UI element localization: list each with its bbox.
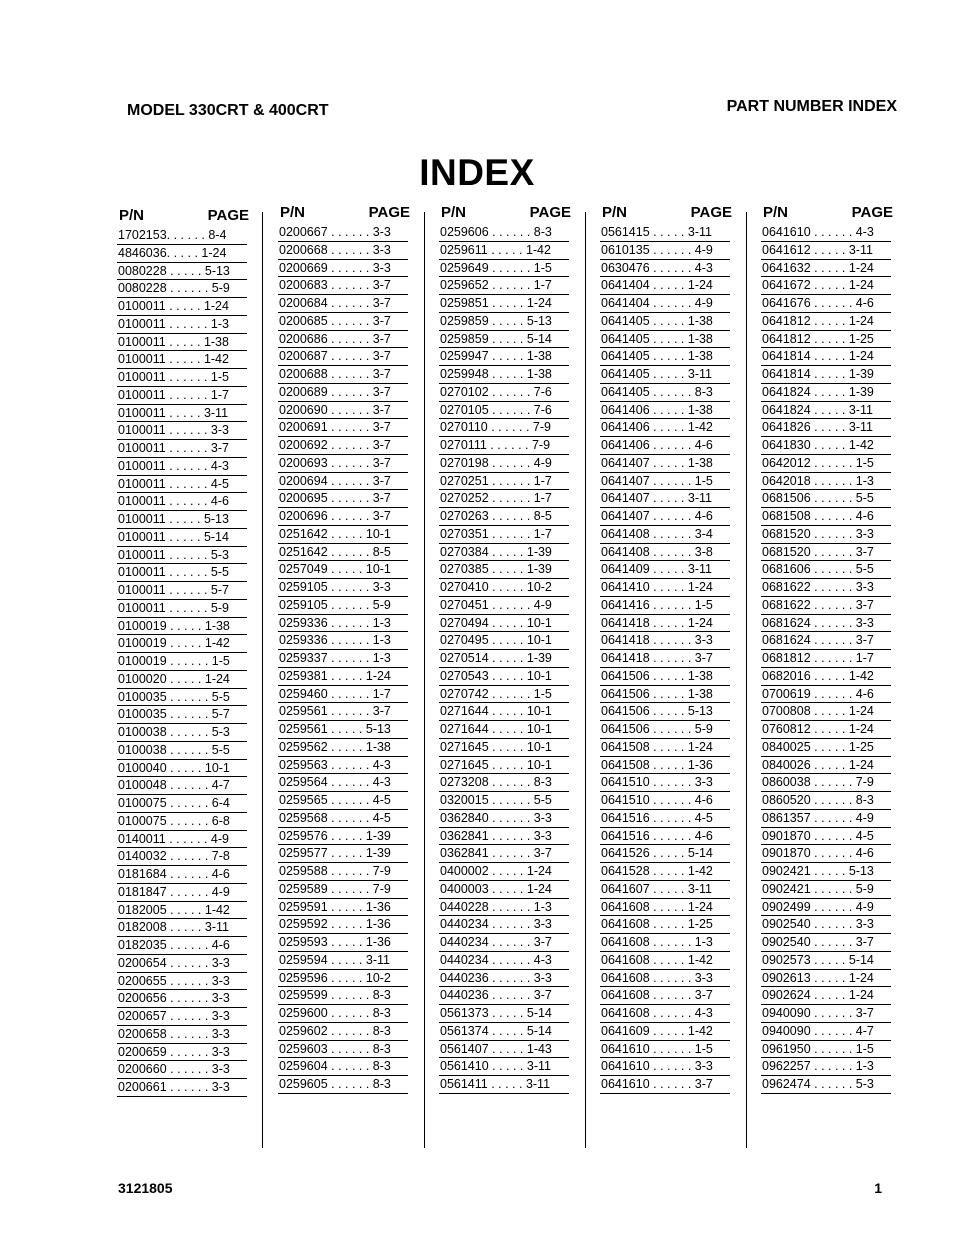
index-entry: 0641528 . . . . . 1-42 [600,863,730,881]
index-entry: 0641610 . . . . . . 3-3 [600,1058,730,1076]
index-entry: 0259337 . . . . . . 1-3 [278,650,408,668]
index-entry: 0080228 . . . . . 5-13 [117,263,247,281]
index-entry: 0641607 . . . . . 3-11 [600,881,730,899]
index-entry: 0902573 . . . . . 5-14 [761,952,891,970]
index-entry: 0270385 . . . . . 1-39 [439,561,569,579]
index-entry: 0681622 . . . . . . 3-7 [761,597,891,615]
index-entry: 0641608 . . . . . . 3-3 [600,970,730,988]
index-entry: 0641508 . . . . . 1-24 [600,739,730,757]
index-entry: 0641812 . . . . . 1-25 [761,331,891,349]
page-heading: PAGE [368,204,410,221]
index-entry: 0259603 . . . . . . 8-3 [278,1041,408,1059]
index-entry: 0641406 . . . . . 1-38 [600,402,730,420]
index-column-5 [761,204,891,1094]
index-entry: 0641405 . . . . . 1-38 [600,331,730,349]
index-entry: 0641676 . . . . . . 4-6 [761,295,891,313]
index-entry: 0641416 . . . . . . 1-5 [600,597,730,615]
pn-heading: P/N [441,204,467,221]
index-entry: 0259561 . . . . . 5-13 [278,721,408,739]
column-header [761,204,891,224]
column-header [600,204,730,224]
index-entry: 0641506 . . . . . . 5-9 [600,721,730,739]
index-entry: 0200695 . . . . . . 3-7 [278,490,408,508]
index-entry: 0641830 . . . . . 1-42 [761,437,891,455]
index-entry: 0259588 . . . . . . 7-9 [278,863,408,881]
index-entry: 0561407 . . . . . 1-43 [439,1041,569,1059]
index-entry: 0641418 . . . . . . 3-3 [600,632,730,650]
index-entry: 0641608 . . . . . . 3-7 [600,987,730,1005]
index-entry: 0200689 . . . . . . 3-7 [278,384,408,402]
index-entry: 0259602 . . . . . . 8-3 [278,1023,408,1041]
index-entry: 0140011 . . . . . . 4-9 [117,831,247,849]
index-entry: 0270351 . . . . . . 1-7 [439,526,569,544]
index-entry: 0700808 . . . . . 1-24 [761,703,891,721]
index-entry: 0641506 . . . . . 1-38 [600,686,730,704]
index-entry: 0641812 . . . . . 1-24 [761,313,891,331]
index-entry: 0271645 . . . . . 10-1 [439,739,569,757]
index-entry: 0100011 . . . . . . 5-3 [117,547,247,565]
index-entry: 0200667 . . . . . . 3-3 [278,224,408,242]
index-entry: 0270111 . . . . . . 7-9 [439,437,569,455]
index-entry: 0641407 . . . . . . 4-6 [600,508,730,526]
index-entry: 0641508 . . . . . 1-36 [600,757,730,775]
index-entry: 0100011 . . . . . 3-11 [117,405,247,423]
index-entry: 0861357 . . . . . . 4-9 [761,810,891,828]
index-entry: 0902540 . . . . . . 3-7 [761,934,891,952]
index-entry: 0320015 . . . . . . 5-5 [439,792,569,810]
index-entry: 0257049 . . . . . 10-1 [278,561,408,579]
index-entry: 0100038 . . . . . . 5-3 [117,724,247,742]
index-entry: 0259381 . . . . . 1-24 [278,668,408,686]
index-entry: 0200658 . . . . . . 3-3 [117,1026,247,1044]
index-entry: 0259591 . . . . . 1-36 [278,899,408,917]
index-entry: 0200696 . . . . . . 3-7 [278,508,408,526]
index-entry: 0200657 . . . . . . 3-3 [117,1008,247,1026]
index-entry: 0561411 . . . . . 3-11 [439,1076,569,1094]
index-entry: 0181847 . . . . . . 4-9 [117,884,247,902]
index-entry: 0100019 . . . . . . 1-5 [117,653,247,671]
index-entry: 0642012 . . . . . . 1-5 [761,455,891,473]
index-entry: 0641408 . . . . . . 3-4 [600,526,730,544]
index-entry: 0270110 . . . . . . 7-9 [439,419,569,437]
index-entry: 0561373 . . . . . 5-14 [439,1005,569,1023]
index-entry: 0440236 . . . . . . 3-7 [439,987,569,1005]
index-entry: 0259565 . . . . . . 4-5 [278,792,408,810]
index-entry: 0902421 . . . . . 5-13 [761,863,891,881]
column-header [117,207,247,227]
index-entry: 0641824 . . . . . 3-11 [761,402,891,420]
index-entry: 0100075 . . . . . . 6-8 [117,813,247,831]
index-entry: 0440234 . . . . . . 4-3 [439,952,569,970]
index-entry: 0641826 . . . . . 3-11 [761,419,891,437]
index-entry: 0259611 . . . . . 1-42 [439,242,569,260]
index-entry: 0200654 . . . . . . 3-3 [117,955,247,973]
index-entry: 0200690 . . . . . . 3-7 [278,402,408,420]
section-header: PART NUMBER INDEX [726,98,897,115]
index-entry: 0641404 . . . . . 1-24 [600,277,730,295]
index-entry: 0100011 . . . . . 1-42 [117,351,247,369]
pn-heading: P/N [602,204,628,221]
index-entry: 0362840 . . . . . . 3-3 [439,810,569,828]
index-entry: 0641814 . . . . . 1-24 [761,348,891,366]
index-entry: 0270263 . . . . . . 8-5 [439,508,569,526]
index-entry: 0610135 . . . . . . 4-9 [600,242,730,260]
index-entry: 0100011 . . . . . 1-24 [117,298,247,316]
pn-heading: P/N [119,207,145,224]
index-entry: 0641410 . . . . . 1-24 [600,579,730,597]
document-number: 3121805 [118,1180,173,1196]
index-entry: 0682016 . . . . . 1-42 [761,668,891,686]
index-entry: 0259859 . . . . . 5-13 [439,313,569,331]
index-entry: 0100011 . . . . . . 5-5 [117,564,247,582]
index-entry: 0681508 . . . . . . 4-6 [761,508,891,526]
index-entry: 0259594 . . . . . 3-11 [278,952,408,970]
index-entry: 0270105 . . . . . . 7-6 [439,402,569,420]
column-header [278,204,408,224]
index-entry: 0259562 . . . . . 1-38 [278,739,408,757]
index-entry: 0200656 . . . . . . 3-3 [117,990,247,1008]
index-entry: 0259564 . . . . . . 4-3 [278,774,408,792]
index-entry: 0860520 . . . . . . 8-3 [761,792,891,810]
index-entry: 0561374 . . . . . 5-14 [439,1023,569,1041]
index-entry: 0641407 . . . . . 1-38 [600,455,730,473]
index-entry: 0440234 . . . . . . 3-3 [439,916,569,934]
index-entry: 0362841 . . . . . . 3-3 [439,828,569,846]
index-entry: 0400003 . . . . . 1-24 [439,881,569,899]
index-entry: 0259859 . . . . . 5-14 [439,331,569,349]
index-entry: 0100011 . . . . . . 3-3 [117,422,247,440]
page-heading: PAGE [529,204,571,221]
index-entry: 0962474 . . . . . . 5-3 [761,1076,891,1094]
index-entry: 0400002 . . . . . 1-24 [439,863,569,881]
index-entry: 0641406 . . . . . . 4-6 [600,437,730,455]
index-entry: 0259606 . . . . . . 8-3 [439,224,569,242]
index-entry: 0200692 . . . . . . 3-7 [278,437,408,455]
index-entry: 0641510 . . . . . . 4-6 [600,792,730,810]
index-entry: 0200655 . . . . . . 3-3 [117,973,247,991]
index-entry: 0641408 . . . . . . 3-8 [600,544,730,562]
index-entry: 0641608 . . . . . . 4-3 [600,1005,730,1023]
index-entry: 0840026 . . . . . 1-24 [761,757,891,775]
index-entry: 0182008 . . . . . 3-11 [117,919,247,937]
index-entry: 0940090 . . . . . . 3-7 [761,1005,891,1023]
column-divider [262,212,263,1148]
index-entry: 0259336 . . . . . . 1-3 [278,632,408,650]
index-entry: 0901870 . . . . . . 4-5 [761,828,891,846]
index-entry: 0641510 . . . . . . 3-3 [600,774,730,792]
index-entry: 0100040 . . . . . 10-1 [117,760,247,778]
page-heading: PAGE [690,204,732,221]
index-entry: 0270410 . . . . . 10-2 [439,579,569,597]
index-column-3 [439,204,569,1094]
index-entry: 0641407 . . . . . . 1-5 [600,473,730,491]
index-entry: 0641610 . . . . . . 3-7 [600,1076,730,1094]
index-entry: 0641506 . . . . . 1-38 [600,668,730,686]
index-entry: 0641608 . . . . . 1-25 [600,916,730,934]
index-entry: 0641824 . . . . . 1-39 [761,384,891,402]
index-entry: 0200683 . . . . . . 3-7 [278,277,408,295]
column-divider [424,212,425,1148]
index-entry: 0902624 . . . . . 1-24 [761,987,891,1005]
index-entry: 0100011 . . . . . 5-13 [117,511,247,529]
index-entry: 0140032 . . . . . . 7-8 [117,848,247,866]
index-entry: 0259105 . . . . . . 3-3 [278,579,408,597]
index-entry: 0100011 . . . . . . 5-9 [117,600,247,618]
column-divider [585,212,586,1148]
index-entry: 0270252 . . . . . . 1-7 [439,490,569,508]
index-entry: 0641418 . . . . . 1-24 [600,615,730,633]
index-entry: 0641406 . . . . . 1-42 [600,419,730,437]
index-entry: 0200687 . . . . . . 3-7 [278,348,408,366]
index-entry: 0100011 . . . . . . 5-7 [117,582,247,600]
index-entry: 0100011 . . . . . . 1-5 [117,369,247,387]
index-entry: 0259947 . . . . . 1-38 [439,348,569,366]
pn-heading: P/N [280,204,306,221]
index-entry: 0100019 . . . . . 1-42 [117,635,247,653]
page-heading: PAGE [207,207,249,224]
index-entry: 0860038 . . . . . . 7-9 [761,774,891,792]
index-entry: 0641516 . . . . . . 4-6 [600,828,730,846]
index-entry: 0641609 . . . . . 1-42 [600,1023,730,1041]
index-entry: 0630476 . . . . . . 4-3 [600,260,730,278]
index-entry: 0200693 . . . . . . 3-7 [278,455,408,473]
index-entry: 0100035 . . . . . . 5-7 [117,706,247,724]
index-entry: 0902540 . . . . . . 3-3 [761,916,891,934]
index-entry: 0259577 . . . . . 1-39 [278,845,408,863]
index-column-4 [600,204,730,1094]
index-entry: 0681606 . . . . . . 5-5 [761,561,891,579]
index-entry: 0259604 . . . . . . 8-3 [278,1058,408,1076]
index-entry: 0270514 . . . . . 1-39 [439,650,569,668]
index-entry: 0100038 . . . . . . 5-5 [117,742,247,760]
index-entry: 0641405 . . . . . . 8-3 [600,384,730,402]
index-entry: 0259948 . . . . . 1-38 [439,366,569,384]
index-entry: 0641409 . . . . . 3-11 [600,561,730,579]
index-entry: 0100020 . . . . . 1-24 [117,671,247,689]
index-entry: 0259589 . . . . . . 7-9 [278,881,408,899]
index-entry: 0259596 . . . . . 10-2 [278,970,408,988]
index-entry: 0100011 . . . . . 5-14 [117,529,247,547]
pn-heading: P/N [763,204,789,221]
index-entry: 0641608 . . . . . 1-42 [600,952,730,970]
index-entry: 0100011 . . . . . . 4-3 [117,458,247,476]
index-entry: 0271645 . . . . . 10-1 [439,757,569,775]
index-entry: 0100075 . . . . . . 6-4 [117,795,247,813]
index-entry: 0641632 . . . . . 1-24 [761,260,891,278]
index-entry: 0270384 . . . . . 1-39 [439,544,569,562]
index-entry: 0901870 . . . . . . 4-6 [761,845,891,863]
index-entry: 0681520 . . . . . . 3-3 [761,526,891,544]
column-header [439,204,569,224]
index-entry: 0840025 . . . . . 1-25 [761,739,891,757]
index-entry: 0902499 . . . . . . 4-9 [761,899,891,917]
index-entry: 0641405 . . . . . 1-38 [600,348,730,366]
index-entry: 0641516 . . . . . . 4-5 [600,810,730,828]
index-entry: 0270198 . . . . . . 4-9 [439,455,569,473]
index-entry: 0641407 . . . . . 3-11 [600,490,730,508]
index-entry: 0681520 . . . . . . 3-7 [761,544,891,562]
index-entry: 0100011 . . . . . . 1-7 [117,387,247,405]
index-entry: 0259563 . . . . . . 4-3 [278,757,408,775]
index-entry: 0200668 . . . . . . 3-3 [278,242,408,260]
index-entry: 0681624 . . . . . . 3-7 [761,632,891,650]
page-title: INDEX [419,152,535,193]
index-entry: 0681506 . . . . . . 5-5 [761,490,891,508]
index-entry: 0100011 . . . . . . 4-5 [117,476,247,494]
index-entry: 0100011 . . . . . . 4-6 [117,493,247,511]
index-entry: 0681622 . . . . . . 3-3 [761,579,891,597]
index-entry: 0440236 . . . . . . 3-3 [439,970,569,988]
index-entry: 0270543 . . . . . 10-1 [439,668,569,686]
index-entry: 0200686 . . . . . . 3-7 [278,331,408,349]
index-entry: 0561410 . . . . . 3-11 [439,1058,569,1076]
column-divider [746,212,747,1148]
index-entry: 0200688 . . . . . . 3-7 [278,366,408,384]
index-entry: 0270742 . . . . . . 1-5 [439,686,569,704]
index-entry: 0259599 . . . . . . 8-3 [278,987,408,1005]
index-entry: 0259568 . . . . . . 4-5 [278,810,408,828]
index-entry: 0681812 . . . . . . 1-7 [761,650,891,668]
index-entry: 0641608 . . . . . . 1-3 [600,934,730,952]
index-entry: 0200660 . . . . . . 3-3 [117,1061,247,1079]
index-entry: 0100035 . . . . . . 5-5 [117,689,247,707]
index-entry: 0561415 . . . . . 3-11 [600,224,730,242]
index-entry: 0270494 . . . . . 10-1 [439,615,569,633]
index-entry: 0641405 . . . . . 1-38 [600,313,730,331]
index-entry: 0100011 . . . . . . 3-7 [117,440,247,458]
index-entry: 0080228 . . . . . . 5-9 [117,280,247,298]
index-entry: 0271644 . . . . . 10-1 [439,721,569,739]
index-entry: 0641672 . . . . . 1-24 [761,277,891,295]
index-entry: 0902613 . . . . . 1-24 [761,970,891,988]
index-entry: 0641608 . . . . . 1-24 [600,899,730,917]
index-entry: 0271644 . . . . . 10-1 [439,703,569,721]
index-entry: 0259460 . . . . . . 1-7 [278,686,408,704]
index-entry: 0200691 . . . . . . 3-7 [278,419,408,437]
index-entry: 0251642 . . . . . 10-1 [278,526,408,544]
index-entry: 0961950 . . . . . . 1-5 [761,1041,891,1059]
index-entry: 0259336 . . . . . . 1-3 [278,615,408,633]
index-entry: 0440234 . . . . . . 3-7 [439,934,569,952]
index-entry: 0641610 . . . . . . 1-5 [600,1041,730,1059]
index-entry: 0642018 . . . . . . 1-3 [761,473,891,491]
index-entry: 0100011 . . . . . . 1-3 [117,316,247,334]
model-header: MODEL 330CRT & 400CRT [127,102,329,119]
index-entry: 0100011 . . . . . 1-38 [117,334,247,352]
page-heading: PAGE [851,204,893,221]
index-entry: 0940090 . . . . . . 4-7 [761,1023,891,1041]
index-entry: 0200661 . . . . . . 3-3 [117,1079,247,1097]
index-entry: 0641612 . . . . . 3-11 [761,242,891,260]
index-entry: 0259561 . . . . . . 3-7 [278,703,408,721]
index-entry: 0200694 . . . . . . 3-7 [278,473,408,491]
index-entry: 0273208 . . . . . . 8-3 [439,774,569,792]
index-entry: 0182005 . . . . . 1-42 [117,902,247,920]
index-entry: 0200669 . . . . . . 3-3 [278,260,408,278]
index-entry: 0641610 . . . . . . 4-3 [761,224,891,242]
index-entry: 0259851 . . . . . 1-24 [439,295,569,313]
index-entry: 0251642 . . . . . . 8-5 [278,544,408,562]
index-entry: 0259105 . . . . . . 5-9 [278,597,408,615]
index-entry: 0200685 . . . . . . 3-7 [278,313,408,331]
index-entry: 0641814 . . . . . 1-39 [761,366,891,384]
index-entry: 0641418 . . . . . . 3-7 [600,650,730,668]
index-entry: 0270251 . . . . . . 1-7 [439,473,569,491]
index-entry: 0259576 . . . . . 1-39 [278,828,408,846]
index-entry: 0200684 . . . . . . 3-7 [278,295,408,313]
index-column-2 [278,204,408,1094]
index-entry: 0700619 . . . . . . 4-6 [761,686,891,704]
index-entry: 0259600 . . . . . . 8-3 [278,1005,408,1023]
index-entry: 4846036. . . . . 1-24 [117,245,247,263]
index-entry: 0270495 . . . . . 10-1 [439,632,569,650]
index-entry: 0100048 . . . . . . 4-7 [117,777,247,795]
index-entry: 0259652 . . . . . . 1-7 [439,277,569,295]
index-entry: 0641405 . . . . . 3-11 [600,366,730,384]
index-entry: 1702153. . . . . . 8-4 [117,227,247,245]
index-entry: 0259592 . . . . . 1-36 [278,916,408,934]
index-entry: 0760812 . . . . . 1-24 [761,721,891,739]
index-entry: 0181684 . . . . . . 4-6 [117,866,247,884]
index-entry: 0641526 . . . . . 5-14 [600,845,730,863]
index-entry: 0100019 . . . . . 1-38 [117,618,247,636]
index-entry: 0259649 . . . . . . 1-5 [439,260,569,278]
index-entry: 0641404 . . . . . . 4-9 [600,295,730,313]
page-number: 1 [874,1180,882,1196]
index-entry: 0440228 . . . . . . 1-3 [439,899,569,917]
index-entry: 0259605 . . . . . . 8-3 [278,1076,408,1094]
index-entry: 0182035 . . . . . . 4-6 [117,937,247,955]
index-entry: 0362841 . . . . . . 3-7 [439,845,569,863]
index-entry: 0259593 . . . . . 1-36 [278,934,408,952]
index-entry: 0962257 . . . . . . 1-3 [761,1058,891,1076]
index-entry: 0200659 . . . . . . 3-3 [117,1044,247,1062]
index-entry: 0902421 . . . . . . 5-9 [761,881,891,899]
index-entry: 0641506 . . . . . 5-13 [600,703,730,721]
index-entry: 0270102 . . . . . . 7-6 [439,384,569,402]
index-entry: 0270451 . . . . . . 4-9 [439,597,569,615]
index-entry: 0681624 . . . . . . 3-3 [761,615,891,633]
index-column-1 [117,207,247,1097]
